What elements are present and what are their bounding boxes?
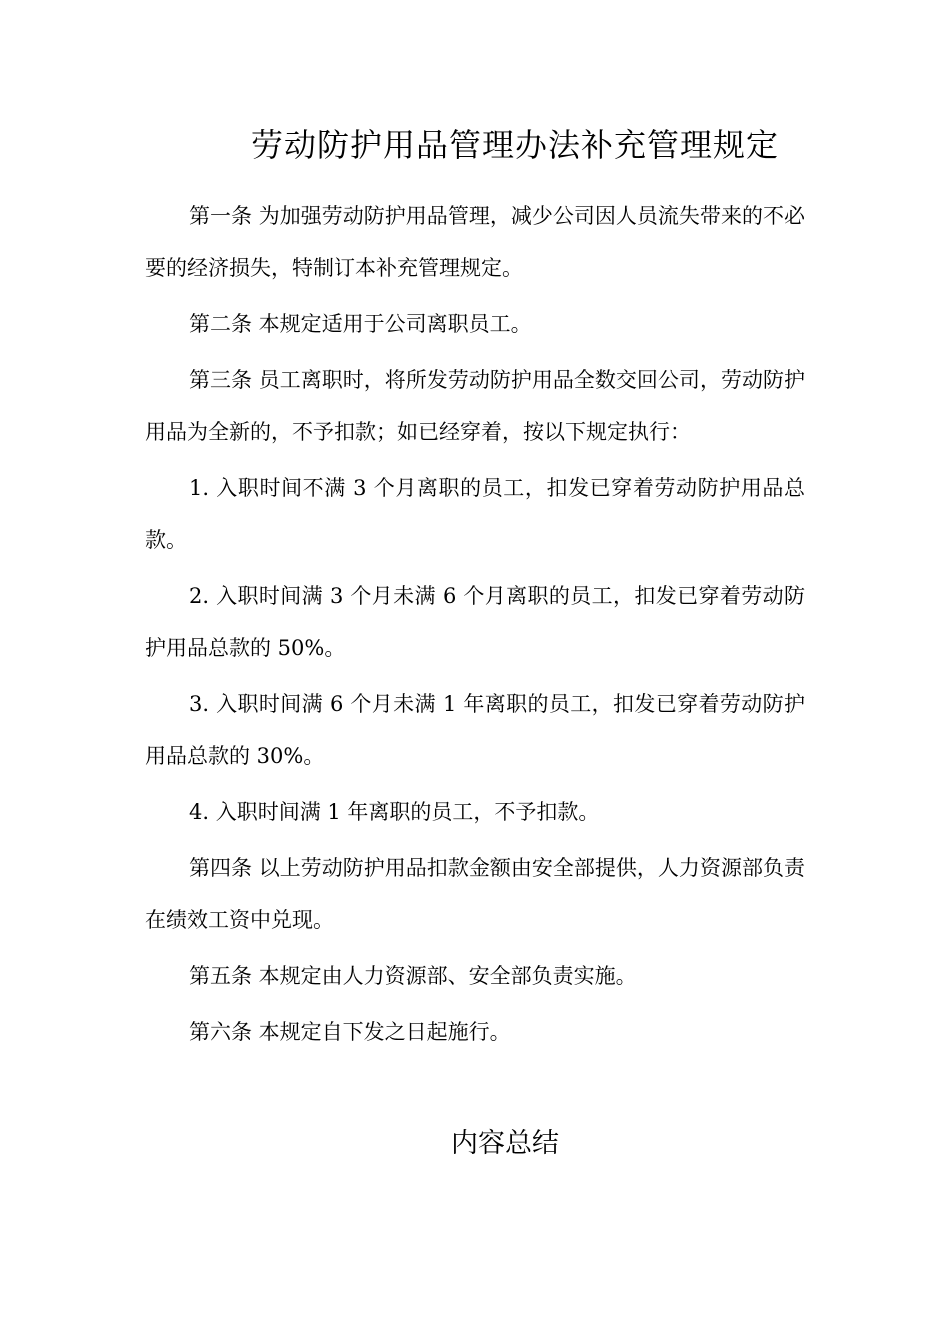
paragraph-article-2: 第二条 本规定适用于公司离职员工。 bbox=[189, 312, 532, 336]
paragraph-article-6: 第六条 本规定自下发之日起施行。 bbox=[189, 1020, 511, 1044]
paragraph-item-3: 3. 入职时间满 6 个月未满 1 年离职的员工，扣发已穿着劳动防护用品总款的 30%。 bbox=[145, 692, 805, 768]
summary-heading: 内容总结 bbox=[451, 1128, 559, 1159]
document-title: 劳动防护用品管理办法补充管理规定 bbox=[250, 126, 779, 164]
paragraph-item-1: 1. 入职时间不满 3 个月离职的员工，扣发已穿着劳动防护用品总款。 bbox=[145, 476, 805, 552]
paragraph-article-5: 第五条 本规定由人力资源部、安全部负责实施。 bbox=[189, 964, 637, 988]
paragraph-article-1: 第一条 为加强劳动防护用品管理，减少公司因人员流失带来的不必要的经济损失，特制订本补充管理规定。 bbox=[145, 204, 805, 280]
paragraph-item-4: 4. 入职时间满 1 年离职的员工，不予扣款。 bbox=[189, 800, 600, 824]
document-body bbox=[145, 190, 805, 1062]
paragraph-article-4: 第四条 以上劳动防护用品扣款金额由安全部提供，人力资源部负责在绩效工资中兑现。 bbox=[145, 856, 805, 932]
paragraph-item-2: 2. 入职时间满 3 个月未满 6 个月离职的员工，扣发已穿着劳动防护用品总款的 50%。 bbox=[145, 584, 805, 660]
paragraph-article-3: 第三条 员工离职时，将所发劳动防护用品全数交回公司，劳动防护用品为全新的，不予扣款；如已经穿着，按以下规定执行： bbox=[145, 368, 805, 444]
